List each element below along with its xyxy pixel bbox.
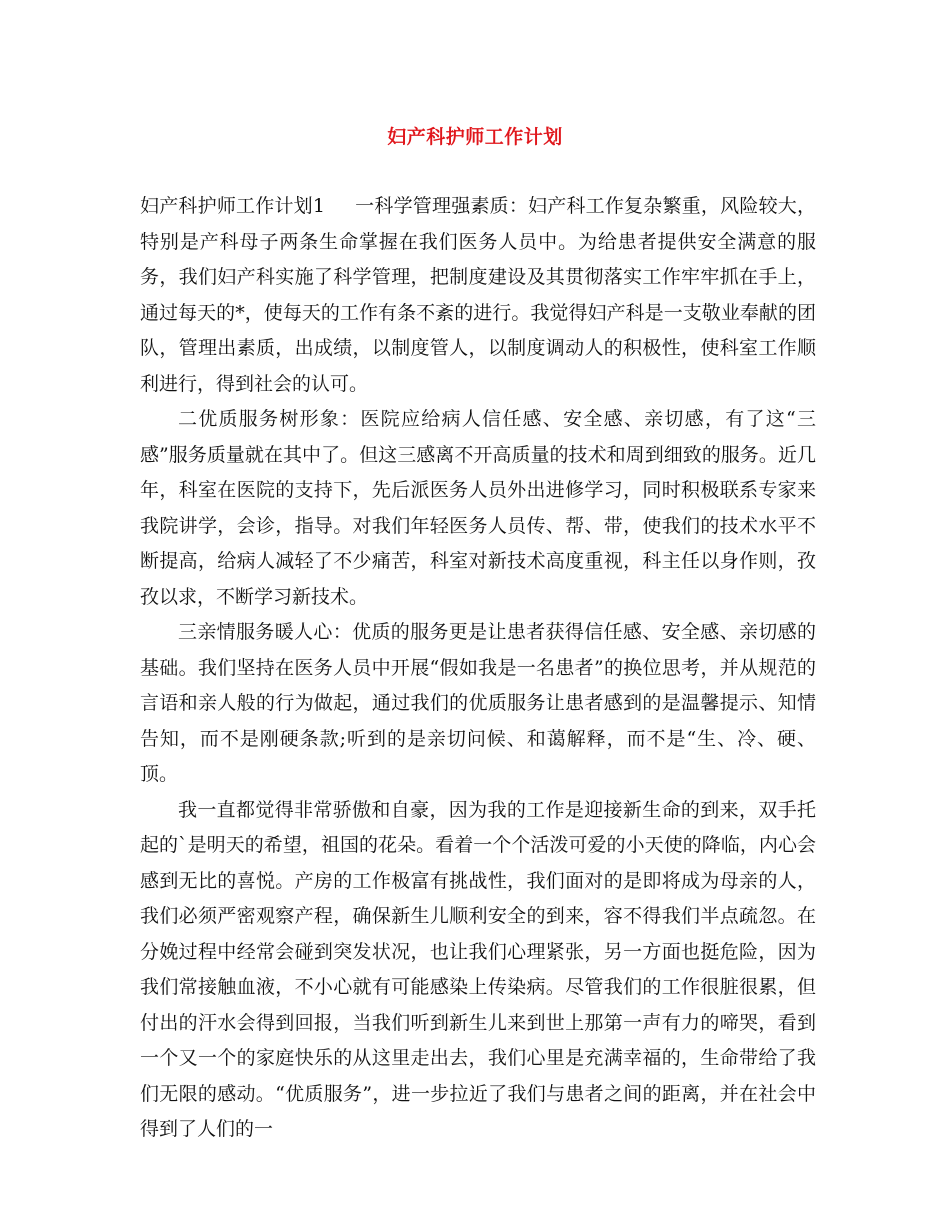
paragraph-1-text: 一科学管理强素质：妇产科工作复杂繁重，风险较大，特别是产科母子两条生命掌握在我们医务人员中。为给患者提供安全满意的服务，我们妇产科实施了科学管理，把制度建设及其贯彻落实工作牢牢抓在手上，通过每天的*，使每天的工作有条不紊的进行。我觉得妇产科是一支敬业奉献的团队，管理出素质，出成绩，以制度管人，以制度调动人的积极性，使科室工作顺利进行，得到社会的认可。 [140,195,816,395]
document-title: 妇产科护师工作计划 [387,126,563,148]
paragraph-1 [140,189,816,402]
paragraph-4: 我一直都觉得非常骄傲和自豪，因为我的工作是迎接新生命的到来，双手托起的`是明天的希望，祖国的花朵。看着一个个活泼可爱的小天使的降临，内心会感到无比的喜悦。产房的工作极富有挑战性，我们面对的是即将成为母亲的人，我们必须严密观察产程，确保新生儿顺利安全的到来，容不得我们半点疏忽。在分娩过程中经常会碰到突发状况，也让我们心理紧张，另一方面也挺危险，因为我们常接触血液，不小心就有可能感染上传染病。尽管我们的工作很脏很累，但付出的汗水会得到回报，当我们听到新生儿来到世上那第一声有力的啼哭，看到一个又一个的家庭快乐的从这里走出去，我们心里是充满幸福的，生命带给了我们无限的感动。“优质服务”，进一步拉近了我们与患者之间的距离，并在社会中得到了人们的一 [140,798,816,1140]
paragraph-2: 二优质服务树形象：医院应给病人信任感、安全感、亲切感，有了这“三感”服务质量就在其中了。但这三感离不开高质量的技术和周到细致的服务。近几年，科室在医院的支持下，先后派医务人员外出进修学习，同时积极联系专家来我院讲学，会诊，指导。对我们年轻医务人员传、帮、带，使我们的技术水平不断提高，给病人减轻了不少痛苦，科室对新技术高度重视，科主任以身作则，孜孜以求，不断学习新技术。 [140,408,816,608]
paragraph-3: 三亲情服务暖人心：优质的服务更是让患者获得信任感、安全感、亲切感的基础。我们坚持在医务人员中开展“假如我是一名患者”的换位思考，并从规范的言语和亲人般的行为做起，通过我们的优质服务让患者感到的是温馨提示、知情告知，而不是刚硬条款;听到的是亲切问候、和蔼解释，而不是“生、冷、硬、顶。 [140,621,816,785]
document-body [140,189,816,1148]
section-lead-label: 妇产科护师工作计划1 [140,195,325,217]
